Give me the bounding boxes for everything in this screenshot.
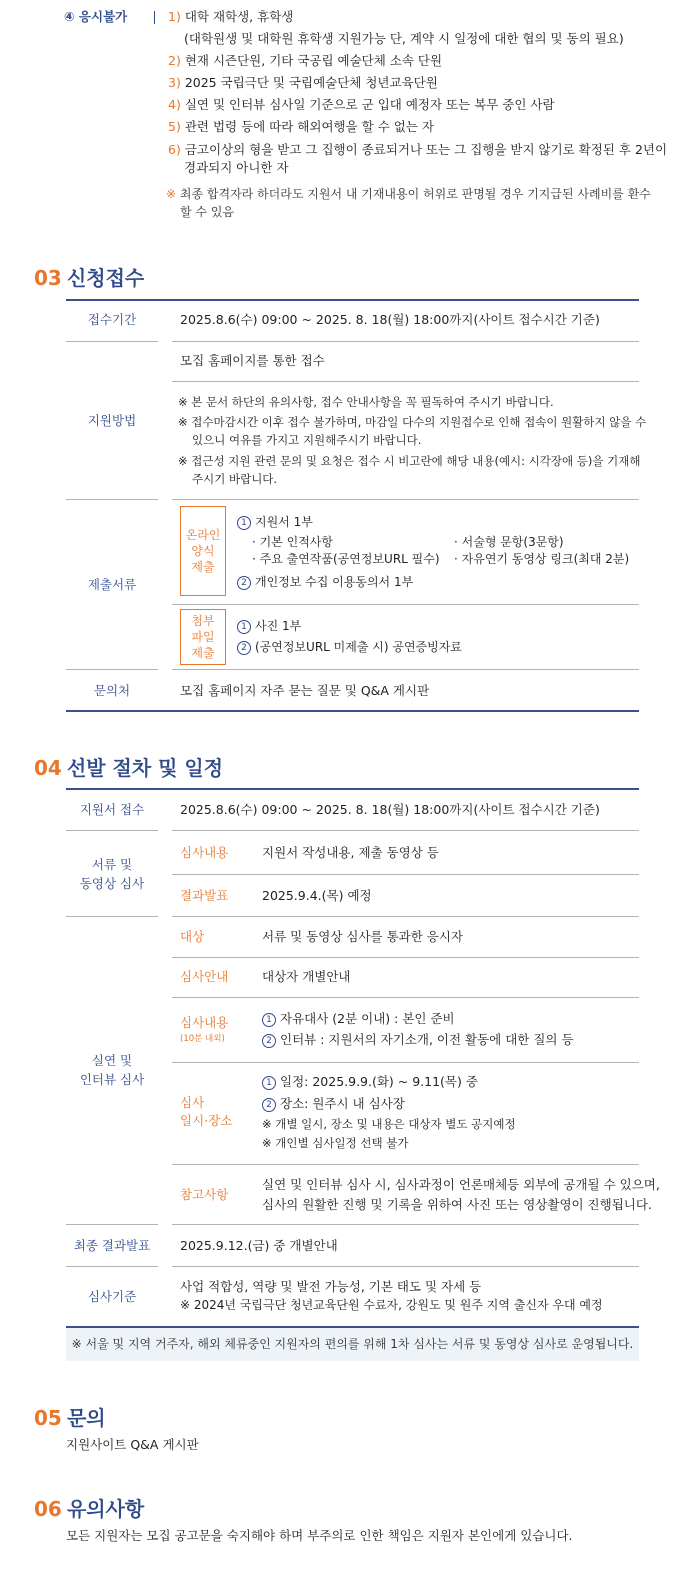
final-result-label: 최종 결과발표: [73, 1238, 151, 1253]
method-main: 모집 홈페이지를 통한 접수: [180, 353, 325, 368]
schedule-item-1: 1 일정: 2025.9.9.(화) ~ 9.11(목) 중: [262, 1073, 478, 1091]
row-rule: [66, 916, 158, 917]
row-rule: [172, 1164, 639, 1165]
schedule-note-2: ※ 개인별 심사일정 선택 불가: [262, 1136, 409, 1150]
section-04-heading: 04 선발 절차 및 일정: [34, 756, 224, 780]
perf-review-label: 실연 및 인터뷰 심사: [79, 1053, 145, 1087]
criteria-line-1: 사업 적합성, 역량 및 발전 가능성, 기본 태도 및 자세 등: [180, 1279, 482, 1294]
method-note-1: ※ 본 문서 하단의 유의사항, 접수 안내사항을 꼭 필독하여 주시기 바랍니다.: [178, 395, 554, 409]
criteria-label: 심사기준: [87, 1289, 137, 1304]
period-label: 접수기간: [87, 312, 137, 327]
row-rule: [66, 1224, 158, 1225]
row-rule: [172, 874, 639, 875]
number-1-icon: 1: [237, 516, 251, 530]
final-result-value: 2025.9.12.(금) 중 개별안내: [180, 1238, 338, 1253]
content-item-1: 1 자유대사 (2분 이내) : 본인 준비: [262, 1010, 455, 1028]
ineligible-note-cont: 할 수 있음: [180, 205, 234, 219]
row-rule: [66, 669, 158, 670]
online-form-box: 온라인 양식 제출: [180, 506, 226, 596]
row-rule: [66, 499, 158, 500]
method-note-2-cont: 있으니 여유를 가지고 지원해주시기 바랍니다.: [192, 433, 422, 447]
attach-item-2: 2 (공연정보URL 미제출 시) 공연증빙자료: [237, 639, 462, 656]
contact-value: 모집 홈페이지 자주 묻는 질문 및 Q&A 게시판: [180, 683, 430, 698]
row-rule: [172, 1062, 639, 1063]
schedule-note-1: ※ 개별 일시, 장소 및 내용은 대상자 별도 공지예정: [262, 1117, 516, 1131]
row-rule: [172, 916, 639, 917]
section-06-body: 모든 지원자는 모집 공고문을 숙지해야 하며 부주의로 인한 책임은 지원자 본인에게 있습니다.: [66, 1528, 573, 1543]
doc-result-value: 2025.9.4.(목) 예정: [262, 888, 372, 903]
online-item-1: 1 지원서 1부: [237, 514, 313, 531]
row-rule: [172, 1224, 639, 1225]
doc-review-content-label: 심사내용: [180, 845, 229, 860]
schedule-item-2: 2 장소: 원주시 내 심사장: [262, 1095, 405, 1113]
content-sublabel: (10분 내외): [180, 1034, 225, 1044]
row-rule: [172, 669, 639, 670]
ineligible-note: ※ 최종 합격자라 하더라도 지원서 내 기재내용이 허위로 판명될 경우 기지급된 사례비를 환수: [166, 187, 651, 201]
guide-label: 심사안내: [180, 969, 229, 984]
apply-value: 2025.8.6(수) 09:00 ~ 2025. 8. 18(월) 18:00까지(사이트 접수시간 기준): [180, 802, 600, 817]
reference-line-1: 실연 및 인터뷰 심사 시, 심사과정이 언론매체등 외부에 공개될 수 있으며,: [262, 1177, 660, 1192]
method-label: 지원방법: [87, 413, 137, 428]
online-sub-3: · 주요 출연작품(공연정보URL 필수): [252, 552, 440, 566]
ineligible-item-4: 4) 실연 및 인터뷰 심사일 기준으로 군 입대 예정자 또는 복무 중인 사람: [168, 97, 555, 112]
target-value: 서류 및 동영상 심사를 통과한 응시자: [262, 929, 463, 944]
doc-result-label: 결과발표: [180, 888, 229, 903]
online-sub-1: · 기본 인적사항: [252, 535, 333, 549]
schedule-label: 심사 일시·장소: [180, 1095, 233, 1128]
number-1-icon: 1: [262, 1076, 276, 1090]
online-sub-2: · 서술형 문항(3문항): [454, 535, 564, 549]
sec03-bottom-rule: [66, 710, 639, 712]
row-rule: [172, 830, 639, 831]
row-rule: [172, 604, 639, 605]
online-sub-4: · 자유연기 동영상 링크(최대 2분): [454, 552, 630, 566]
online-item-2: 2 개인정보 수집 이용동의서 1부: [237, 574, 413, 591]
number-2-icon: 2: [262, 1098, 276, 1112]
period-value: 2025.8.6(수) 09:00 ~ 2025. 8. 18(월) 18:00까지(사이트 접수시간 기준): [180, 312, 600, 327]
attach-item-1: 1 사진 1부: [237, 618, 301, 635]
number-2-icon: 2: [237, 641, 251, 655]
reference-line-2: 심사의 원활한 진행 및 기록을 위하여 사진 또는 영상촬영이 진행됩니다.: [262, 1197, 652, 1212]
target-label: 대상: [180, 929, 205, 944]
guide-value: 대상자 개별안내: [262, 969, 351, 984]
ineligible-item-2: 2) 현재 시즌단원, 기타 국공립 예술단체 소속 단원: [168, 53, 443, 68]
selection-footnote: ※ 서울 및 지역 거주자, 해외 체류중인 지원자의 편의를 위해 1차 심사는 서류 및 동영상 심사로 운영됩니다.: [66, 1328, 639, 1361]
docs-label: 제출서류: [87, 577, 137, 592]
apply-label: 지원서 접수: [79, 802, 145, 817]
number-2-icon: 2: [237, 576, 251, 590]
badge-divider: [154, 11, 155, 24]
reference-label: 참고사항: [180, 1187, 229, 1202]
row-rule: [172, 957, 639, 958]
number-1-icon: 1: [262, 1013, 276, 1027]
row-rule: [172, 499, 639, 500]
section-05-heading: 05 문의: [34, 1406, 106, 1430]
ineligible-item-1: 1) 대학 재학생, 휴학생: [168, 9, 294, 24]
section-03-heading: 03 신청접수: [34, 266, 145, 290]
number-1-icon: 1: [237, 620, 251, 634]
ineligible-item-3: 3) 2025 국립극단 및 국립예술단체 청년교육단원: [168, 75, 438, 90]
content-label: 심사내용: [180, 1015, 229, 1030]
ineligible-badge: ④ 응시불가: [64, 9, 128, 24]
criteria-line-2: ※ 2024년 국립극단 청년교육단원 수료자, 강원도 및 원주 지역 출신자 우대 예정: [180, 1298, 603, 1312]
row-rule: [172, 997, 639, 998]
method-note-3-cont: 주시기 바랍니다.: [192, 472, 278, 486]
sec03-top-rule: [66, 299, 639, 301]
method-note-2: ※ 접수마감시간 이후 접수 불가하며, 마감일 다수의 지원접수로 인해 접속이 원활하지 않을 수: [178, 415, 647, 429]
attach-file-box: 첨부 파일 제출: [180, 609, 226, 665]
ineligible-item-6: 6) 금고이상의 형을 받고 그 집행이 종료되거나 또는 그 집행을 받지 않기로 확정된 후 2년이: [168, 142, 668, 157]
sec04-top-rule: [66, 788, 639, 790]
doc-review-content-value: 지원서 작성내용, 제출 동영상 등: [262, 845, 439, 860]
section-05-body: 지원사이트 Q&A 게시판: [66, 1437, 199, 1452]
content-item-2: 2 인터뷰 : 지원서의 자기소개, 이전 활동에 대한 질의 등: [262, 1031, 574, 1049]
row-rule: [172, 381, 639, 382]
row-rule: [66, 1266, 158, 1267]
section-06-heading: 06 유의사항: [34, 1497, 145, 1521]
ineligible-item-6-cont: 경과되지 아니한 자: [184, 160, 289, 175]
ineligible-item-5: 5) 관련 법령 등에 따라 해외여행을 할 수 없는 자: [168, 119, 434, 134]
row-rule: [172, 341, 639, 342]
row-rule: [172, 1266, 639, 1267]
row-rule: [66, 341, 158, 342]
number-2-icon: 2: [262, 1034, 276, 1048]
doc-review-label: 서류 및 동영상 심사: [79, 857, 145, 891]
row-rule: [66, 830, 158, 831]
method-note-3: ※ 접근성 지원 관련 문의 및 요청은 접수 시 비고란에 해당 내용(예시: 시각장애 등)을 기재해: [178, 454, 641, 468]
contact-label: 문의처: [93, 683, 131, 698]
ineligible-item-1-sub: (대학원생 및 대학원 휴학생 지원가능 단, 계약 시 일정에 대한 협의 및 동의 필요): [184, 31, 624, 46]
